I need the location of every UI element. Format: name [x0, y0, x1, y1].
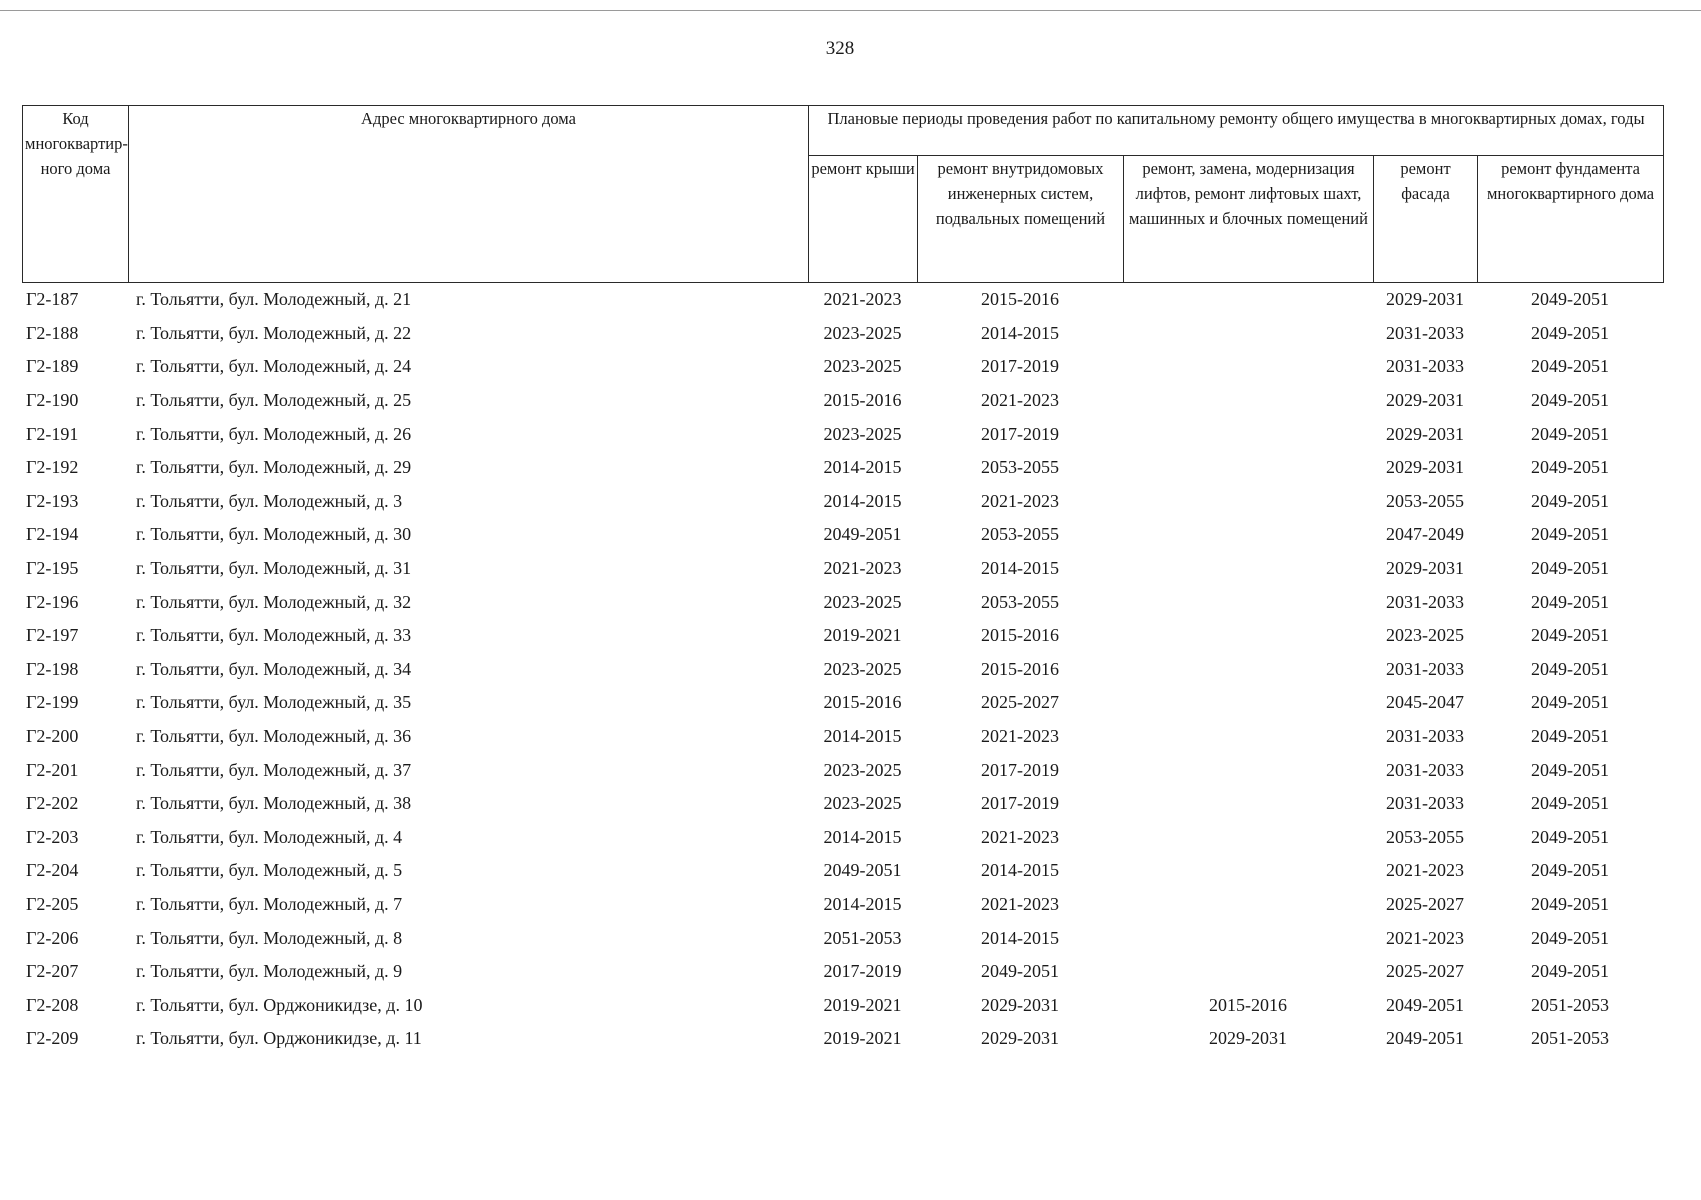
foundation-period: 2049-2051 [1531, 591, 1609, 612]
table-row [22, 384, 1663, 418]
house-code: Г2-196 [26, 591, 79, 612]
foundation-period: 2049-2051 [1531, 524, 1609, 545]
table-row [22, 283, 1663, 317]
facade-period: 2031-2033 [1386, 658, 1464, 679]
elevators-period [1123, 350, 1373, 384]
house-code: Г2-191 [26, 423, 79, 444]
facade-period: 2031-2033 [1386, 793, 1464, 814]
roof-period: 2014-2015 [823, 490, 902, 511]
systems-period: 2021-2023 [981, 826, 1059, 847]
roof-period: 2014-2015 [823, 893, 902, 914]
house-code: Г2-195 [26, 558, 79, 579]
house-address: г. Тольятти, бул. Молодежный, д. 25 [136, 390, 412, 411]
house-address: г. Тольятти, бул. Молодежный, д. 32 [136, 591, 412, 612]
table-row [22, 317, 1663, 351]
facade-period: 2029-2031 [1386, 423, 1464, 444]
foundation-period: 2049-2051 [1531, 726, 1609, 747]
house-code: Г2-197 [26, 625, 79, 646]
house-code: Г2-209 [26, 1028, 79, 1049]
table-row [22, 821, 1663, 855]
elevators-period [1123, 585, 1373, 619]
facade-period: 2025-2027 [1386, 961, 1464, 982]
house-code: Г2-198 [26, 658, 79, 679]
table-row [22, 451, 1663, 485]
table-row [22, 417, 1663, 451]
roof-period: 2023-2025 [823, 591, 902, 612]
roof-period: 2023-2025 [823, 423, 902, 444]
page-number: 328 [825, 38, 855, 59]
facade-period: 2025-2027 [1386, 893, 1464, 914]
facade-period: 2029-2031 [1386, 457, 1464, 478]
house-address: г. Тольятти, бул. Молодежный, д. 26 [136, 423, 412, 444]
elevators-period [1123, 417, 1373, 451]
elevators-period [1123, 518, 1373, 552]
foundation-period: 2049-2051 [1531, 457, 1609, 478]
roof-period: 2023-2025 [823, 793, 902, 814]
table-row [22, 485, 1663, 519]
house-code: Г2-194 [26, 524, 79, 545]
house-code: Г2-203 [26, 826, 79, 847]
elevators-period [1123, 720, 1373, 754]
house-code: Г2-202 [26, 793, 79, 814]
elevators-period [1123, 821, 1373, 855]
roof-period: 2019-2021 [823, 625, 902, 646]
systems-period: 2014-2015 [981, 860, 1059, 881]
foundation-period: 2049-2051 [1531, 558, 1609, 579]
house-address: г. Тольятти, бул. Молодежный, д. 34 [136, 658, 412, 679]
roof-period: 2023-2025 [823, 322, 902, 343]
house-address: г. Тольятти, бул. Молодежный, д. 21 [136, 289, 412, 310]
house-code: Г2-199 [26, 692, 79, 713]
house-address: г. Тольятти, бул. Молодежный, д. 9 [136, 961, 403, 982]
roof-period: 2014-2015 [823, 826, 902, 847]
header-foundation: ремонт фундамента многоквартирного дома [1478, 156, 1664, 283]
header-code: Код многоквартир-ного дома [23, 106, 129, 283]
facade-period: 2049-2051 [1386, 994, 1464, 1015]
house-address: г. Тольятти, бул. Молодежный, д. 24 [136, 356, 412, 377]
facade-period: 2049-2051 [1386, 1028, 1464, 1049]
house-code: Г2-192 [26, 457, 79, 478]
table-row [22, 888, 1663, 922]
house-address: г. Тольятти, бул. Молодежный, д. 31 [136, 558, 412, 579]
foundation-period: 2049-2051 [1531, 793, 1609, 814]
header-systems: ремонт внутридомовых инженерных систем, подвальных помещений [918, 156, 1124, 283]
systems-period: 2053-2055 [981, 524, 1059, 545]
house-code: Г2-190 [26, 390, 79, 411]
systems-period: 2049-2051 [981, 961, 1059, 982]
foundation-period: 2049-2051 [1531, 826, 1609, 847]
facade-period: 2029-2031 [1386, 390, 1464, 411]
roof-period: 2049-2051 [823, 860, 902, 881]
table-row [22, 854, 1663, 888]
elevators-period [1123, 854, 1373, 888]
table-row [22, 988, 1663, 1022]
roof-period: 2023-2025 [823, 658, 902, 679]
table-header [22, 105, 1664, 283]
facade-period: 2031-2033 [1386, 726, 1464, 747]
foundation-period: 2049-2051 [1531, 860, 1609, 881]
systems-period: 2021-2023 [981, 390, 1059, 411]
facade-period: 2053-2055 [1386, 490, 1464, 511]
house-address: г. Тольятти, бул. Молодежный, д. 7 [136, 893, 403, 914]
house-address: г. Тольятти, бул. Молодежный, д. 22 [136, 322, 412, 343]
foundation-period: 2049-2051 [1531, 390, 1609, 411]
roof-period: 2021-2023 [823, 558, 902, 579]
systems-period: 2017-2019 [981, 423, 1059, 444]
elevators-period [1123, 451, 1373, 485]
elevators-period [1123, 921, 1373, 955]
house-code: Г2-187 [26, 289, 79, 310]
systems-period: 2029-2031 [981, 1028, 1059, 1049]
foundation-period: 2049-2051 [1531, 356, 1609, 377]
table-row [22, 955, 1663, 989]
house-code: Г2-193 [26, 490, 79, 511]
foundation-period: 2049-2051 [1531, 423, 1609, 444]
foundation-period: 2049-2051 [1531, 322, 1609, 343]
table-row [22, 753, 1663, 787]
house-address: г. Тольятти, бул. Орджоникидзе, д. 10 [136, 994, 423, 1015]
roof-period: 2049-2051 [823, 524, 902, 545]
facade-period: 2031-2033 [1386, 759, 1464, 780]
house-address: г. Тольятти, бул. Молодежный, д. 4 [136, 826, 403, 847]
header-facade: ремонт фасада [1374, 156, 1478, 283]
table-row [22, 619, 1663, 653]
house-address: г. Тольятти, бул. Молодежный, д. 35 [136, 692, 412, 713]
roof-period: 2017-2019 [823, 961, 902, 982]
foundation-period: 2049-2051 [1531, 893, 1609, 914]
house-code: Г2-208 [26, 994, 79, 1015]
house-code: Г2-205 [26, 893, 79, 914]
facade-period: 2023-2025 [1386, 625, 1464, 646]
house-address: г. Тольятти, бул. Молодежный, д. 5 [136, 860, 403, 881]
house-code: Г2-206 [26, 927, 79, 948]
roof-period: 2019-2021 [823, 994, 902, 1015]
house-code: Г2-188 [26, 322, 79, 343]
systems-period: 2029-2031 [981, 994, 1059, 1015]
roof-period: 2023-2025 [823, 356, 902, 377]
table-row [22, 1022, 1663, 1056]
systems-period: 2021-2023 [981, 490, 1059, 511]
elevators-period [1123, 955, 1373, 989]
systems-period: 2021-2023 [981, 726, 1059, 747]
table-row [22, 921, 1663, 955]
elevators-period [1123, 888, 1373, 922]
header-roof: ремонт крыши [809, 156, 918, 283]
facade-period: 2053-2055 [1386, 826, 1464, 847]
systems-period: 2053-2055 [981, 457, 1059, 478]
facade-period: 2021-2023 [1386, 927, 1464, 948]
table-row [22, 686, 1663, 720]
header-elevators: ремонт, замена, модернизация лифтов, ремонт лифтовых шахт, машинных и блочных помещений [1124, 156, 1374, 283]
table-row [22, 552, 1663, 586]
elevators-period [1123, 753, 1373, 787]
systems-period: 2021-2023 [981, 893, 1059, 914]
house-code: Г2-201 [26, 759, 79, 780]
table-row [22, 720, 1663, 754]
house-code: Г2-189 [26, 356, 79, 377]
repair-schedule-document [22, 105, 1663, 1056]
elevators-period [1123, 787, 1373, 821]
house-address: г. Тольятти, бул. Орджоникидзе, д. 11 [136, 1028, 422, 1049]
house-address: г. Тольятти, бул. Молодежный, д. 37 [136, 759, 412, 780]
facade-period: 2031-2033 [1386, 356, 1464, 377]
house-address: г. Тольятти, бул. Молодежный, д. 38 [136, 793, 412, 814]
elevators-period [1123, 317, 1373, 351]
systems-period: 2053-2055 [981, 591, 1059, 612]
facade-period: 2047-2049 [1386, 524, 1464, 545]
house-code: Г2-200 [26, 726, 79, 747]
elevators-period: 2015-2016 [1209, 994, 1287, 1015]
house-address: г. Тольятти, бул. Молодежный, д. 36 [136, 726, 412, 747]
roof-period: 2019-2021 [823, 1028, 902, 1049]
systems-period: 2017-2019 [981, 793, 1059, 814]
elevators-period [1123, 552, 1373, 586]
roof-period: 2021-2023 [823, 289, 902, 310]
house-address: г. Тольятти, бул. Молодежный, д. 33 [136, 625, 412, 646]
systems-period: 2014-2015 [981, 558, 1059, 579]
facade-period: 2045-2047 [1386, 692, 1464, 713]
header-address: Адрес многоквартирного дома [129, 106, 809, 283]
house-address: г. Тольятти, бул. Молодежный, д. 29 [136, 457, 412, 478]
facade-period: 2021-2023 [1386, 860, 1464, 881]
house-address: г. Тольятти, бул. Молодежный, д. 8 [136, 927, 403, 948]
foundation-period: 2049-2051 [1531, 289, 1609, 310]
roof-period: 2015-2016 [823, 390, 902, 411]
foundation-period: 2049-2051 [1531, 961, 1609, 982]
systems-period: 2014-2015 [981, 927, 1059, 948]
roof-period: 2015-2016 [823, 692, 902, 713]
systems-period: 2017-2019 [981, 356, 1059, 377]
systems-period: 2015-2016 [981, 658, 1059, 679]
house-code: Г2-204 [26, 860, 79, 881]
foundation-period: 2049-2051 [1531, 692, 1609, 713]
house-address: г. Тольятти, бул. Молодежный, д. 3 [136, 490, 403, 511]
systems-period: 2025-2027 [981, 692, 1059, 713]
elevators-period [1123, 686, 1373, 720]
header-periods: Плановые периоды проведения работ по капитальному ремонту общего имущества в многоквартирных домах, годы [809, 106, 1664, 156]
foundation-period: 2049-2051 [1531, 927, 1609, 948]
facade-period: 2031-2033 [1386, 322, 1464, 343]
facade-period: 2029-2031 [1386, 289, 1464, 310]
systems-period: 2017-2019 [981, 759, 1059, 780]
house-code: Г2-207 [26, 961, 79, 982]
elevators-period [1123, 619, 1373, 653]
foundation-period: 2049-2051 [1531, 658, 1609, 679]
roof-period: 2023-2025 [823, 759, 902, 780]
facade-period: 2031-2033 [1386, 591, 1464, 612]
table-body [22, 283, 1663, 1056]
elevators-period [1123, 283, 1373, 317]
roof-period: 2014-2015 [823, 726, 902, 747]
elevators-period: 2029-2031 [1209, 1028, 1287, 1049]
table-row [22, 787, 1663, 821]
elevators-period [1123, 485, 1373, 519]
table-row [22, 653, 1663, 687]
data-table [22, 283, 1663, 1056]
systems-period: 2015-2016 [981, 289, 1059, 310]
foundation-period: 2051-2053 [1531, 994, 1609, 1015]
table-row [22, 350, 1663, 384]
table-row [22, 518, 1663, 552]
facade-period: 2029-2031 [1386, 558, 1464, 579]
systems-period: 2015-2016 [981, 625, 1059, 646]
foundation-period: 2049-2051 [1531, 625, 1609, 646]
foundation-period: 2051-2053 [1531, 1028, 1609, 1049]
systems-period: 2014-2015 [981, 322, 1059, 343]
foundation-period: 2049-2051 [1531, 490, 1609, 511]
elevators-period [1123, 384, 1373, 418]
roof-period: 2051-2053 [823, 927, 902, 948]
scan-edge-line [0, 10, 1701, 11]
foundation-period: 2049-2051 [1531, 759, 1609, 780]
roof-period: 2014-2015 [823, 457, 902, 478]
table-row [22, 585, 1663, 619]
house-address: г. Тольятти, бул. Молодежный, д. 30 [136, 524, 412, 545]
elevators-period [1123, 653, 1373, 687]
